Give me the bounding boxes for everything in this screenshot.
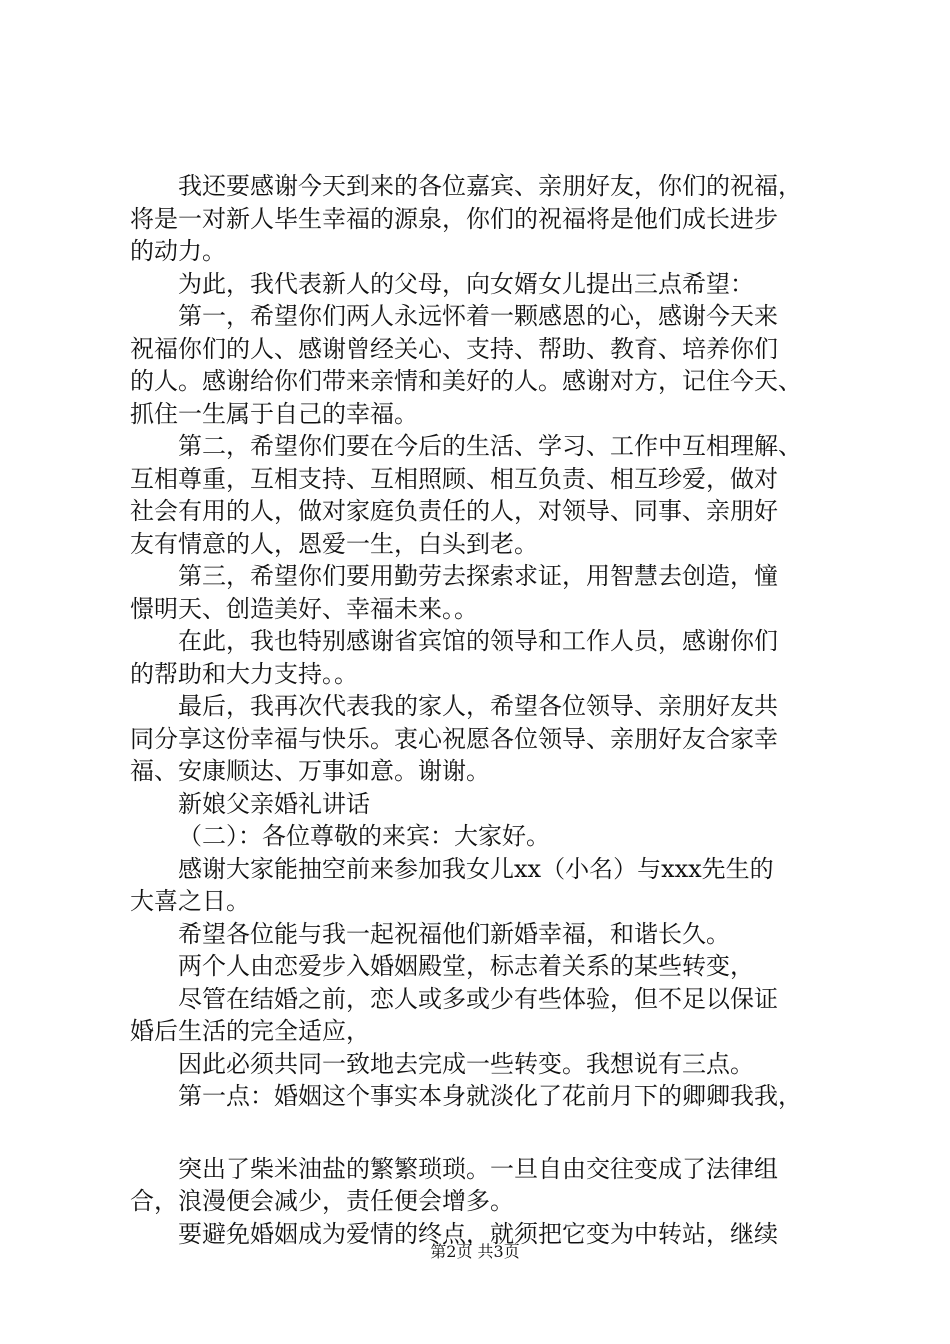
text-line: 婚后生活的完全适应， (130, 1017, 370, 1045)
text-line: 友有情意的人，恩爱一生，白头到老。 (130, 529, 538, 558)
text-line: 抓住一生属于自己的幸福。 (130, 399, 418, 428)
paragraph-gap (130, 1113, 830, 1153)
document-body (130, 170, 830, 1250)
text-line: 祝福你们的人、感谢曾经关心、支持、帮助、教育、培养你们 (130, 334, 778, 363)
text-line: 尽管在结婚之前，恋人或多或少有些体验，但不足以保证 (178, 984, 778, 1013)
text-line: 的动力。 (130, 237, 226, 265)
text-line: 要避免婚姻成为爱情的终点，就须把它变为中转站，继续 (178, 1219, 778, 1248)
text-line: 的帮助和大力支持。。 (130, 659, 358, 688)
text-line: 第二，希望你们要在今后的生活、学习、工作中互相理解、 (178, 432, 802, 460)
text-line: 大喜之日。 (130, 887, 250, 915)
text-line: 社会有用的人，做对家庭负责任的人，对领导、同事、亲朋好 (130, 497, 778, 525)
text-line: 第一，希望你们两人永远怀着一颗感恩的心，感谢今天来 (178, 302, 778, 330)
text-line: 第一点：婚姻这个事实本身就淡化了花前月下的卿卿我我， (178, 1082, 802, 1110)
text-line: 最后，我再次代表我的家人，希望各位领导、亲朋好友共 (178, 692, 778, 720)
text-line: 将是一对新人毕生幸福的源泉，你们的祝福将是他们成长进步 (130, 204, 778, 233)
text-line: 我还要感谢今天到来的各位嘉宾、亲朋好友，你们的祝福， (178, 172, 802, 200)
text-line: 互相尊重，互相支持、互相照顾、相互负责、相互珍爱，做对 (130, 464, 778, 493)
text-line: 合，浪漫便会减少，责任便会增多。 (130, 1187, 514, 1215)
text-line: 希望各位能与我一起祝福他们新婚幸福，和谐长久。 (178, 919, 730, 948)
text-line: 两个人由恋爱步入婚姻殿堂，标志着关系的某些转变， (178, 952, 754, 980)
page-footer: 第2页 共3页 (430, 1242, 520, 1261)
text-line: 憬明天、创造美好、幸福未来。。 (130, 594, 478, 623)
text-line: 为此，我代表新人的父母，向女婿女儿提出三点希望： (178, 269, 754, 298)
text-line: 感谢大家能抽空前来参加我女儿xx（小名）与xxx先生的 (178, 854, 774, 883)
text-line: 突出了柴米油盐的繁繁琐琐。一旦自由交往变成了法律组 (178, 1154, 778, 1183)
text-block-lower (130, 1153, 830, 1251)
text-line: 福、安康顺达、万事如意。谢谢。 (130, 757, 490, 785)
text-line: 在此，我也特别感谢省宾馆的领导和工作人员，感谢你们 (178, 627, 778, 655)
text-line: 的人。感谢给你们带来亲情和美好的人。感谢对方，记住今天、 (130, 367, 802, 395)
text-line: 第三，希望你们要用勤劳去探索求证，用智慧去创造，憧 (178, 562, 778, 590)
text-block-upper (130, 170, 830, 1113)
text-line: 同分享这份幸福与快乐。衷心祝愿各位领导、亲朋好友合家幸 (130, 724, 778, 753)
text-line: （二）：各位尊敬的来宾：大家好。 (178, 822, 550, 850)
text-line: 因此必须共同一致地去完成一些转变。我想说有三点。 (178, 1049, 754, 1078)
text-line: 新娘父亲婚礼讲话 (178, 789, 370, 818)
